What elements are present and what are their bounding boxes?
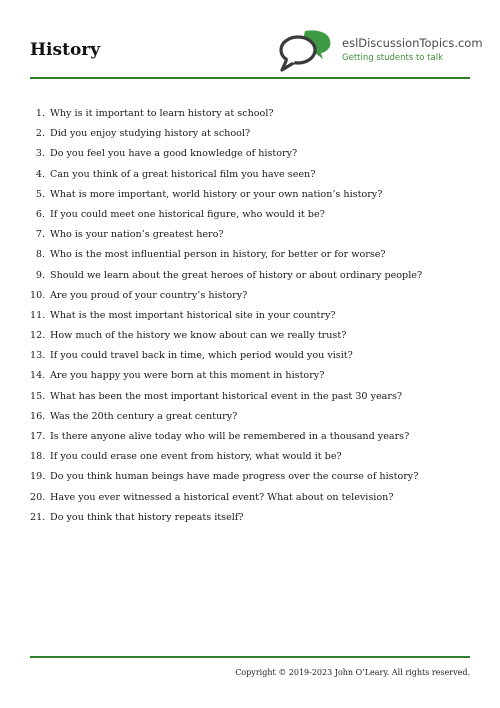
- question-text: Are you proud of your country’s history?: [50, 289, 248, 301]
- question-number: 10.: [30, 289, 46, 301]
- question-text: Is there anyone alive today who will be remembered in a thousand years?: [50, 431, 410, 442]
- question-number: 21.: [30, 511, 46, 523]
- page-title: History: [30, 40, 101, 60]
- question-number: 3.: [35, 148, 45, 160]
- question-text: What is the most important historical site in your country?: [50, 309, 336, 321]
- question-number: 16.: [30, 410, 46, 422]
- page-header: [30, 26, 483, 78]
- question-item: [30, 127, 470, 147]
- header-divider: [30, 77, 470, 79]
- question-item: [30, 369, 470, 389]
- question-text: Do you think that history repeats itself?: [50, 511, 244, 523]
- question-item: [30, 269, 470, 289]
- question-text: Have you ever witnessed a historical event? What about on television?: [50, 491, 394, 503]
- question-item: [30, 208, 470, 228]
- question-text: What has been the most important historical event in the past 30 years?: [50, 390, 403, 402]
- question-number: 17.: [30, 431, 46, 442]
- question-item: [30, 107, 470, 127]
- footer-divider: [30, 656, 470, 658]
- logo-tagline: Getting students to talk: [342, 53, 444, 63]
- question-item: [30, 168, 470, 188]
- question-number: 15.: [30, 390, 46, 402]
- question-number: 12.: [30, 330, 46, 342]
- question-item: [30, 511, 470, 531]
- question-number: 2.: [35, 128, 45, 140]
- question-number: 19.: [30, 471, 46, 483]
- question-number: 11.: [30, 309, 46, 321]
- question-item: [30, 309, 470, 329]
- question-text: If you could meet one historical figure, who would it be?: [50, 208, 325, 220]
- question-item: [30, 410, 470, 430]
- question-list: [30, 107, 470, 531]
- question-item: [30, 491, 470, 511]
- question-text: Do you think human beings have made progress over the course of history?: [50, 471, 419, 483]
- logo-site-name: eslDiscussionTopics.com: [342, 36, 483, 50]
- question-item: [30, 470, 470, 490]
- question-text: Can you think of a great historical film you have seen?: [50, 168, 316, 180]
- question-item: [30, 430, 470, 450]
- question-text: What is more important, world history or your own nation’s history?: [50, 188, 383, 200]
- question-number: 7.: [35, 229, 45, 241]
- question-item: [30, 289, 470, 309]
- question-number: 5.: [35, 188, 45, 200]
- question-item: [30, 349, 470, 369]
- question-item: [30, 188, 470, 208]
- question-text: Who is your nation’s greatest hero?: [50, 229, 224, 241]
- question-text: Did you enjoy studying history at school?: [50, 128, 251, 140]
- question-item: [30, 390, 470, 410]
- speech-bubbles-icon: [278, 28, 338, 74]
- question-number: 6.: [35, 208, 45, 220]
- question-number: 14.: [30, 370, 46, 382]
- question-item: [30, 450, 470, 470]
- question-item: [30, 329, 470, 349]
- question-text: Do you feel you have a good knowledge of history?: [50, 148, 298, 160]
- copyright-notice: Copyright © 2019-2023 John O’Leary. All rights reserved.: [235, 668, 470, 677]
- question-text: Was the 20th century a great century?: [50, 410, 238, 422]
- question-text: Are you happy you were born at this moment in history?: [50, 370, 325, 382]
- question-text: Why is it important to learn history at school?: [50, 108, 274, 119]
- question-item: [30, 147, 470, 167]
- question-text: If you could erase one event from history, what would it be?: [50, 451, 342, 463]
- question-number: 1.: [35, 108, 45, 119]
- question-text: If you could travel back in time, which period would you visit?: [50, 350, 353, 362]
- question-number: 18.: [30, 451, 46, 463]
- question-number: 4.: [35, 168, 45, 180]
- question-item: [30, 248, 470, 268]
- question-number: 20.: [30, 491, 46, 503]
- site-logo: [278, 28, 483, 74]
- question-number: 8.: [35, 249, 45, 261]
- question-text: How much of the history we know about can we really trust?: [50, 330, 347, 342]
- question-text: Who is the most influential person in history, for better or for worse?: [50, 249, 386, 261]
- question-number: 9.: [35, 269, 45, 281]
- question-number: 13.: [30, 350, 46, 362]
- question-text: Should we learn about the great heroes of history or about ordinary people?: [50, 269, 423, 281]
- question-item: [30, 228, 470, 248]
